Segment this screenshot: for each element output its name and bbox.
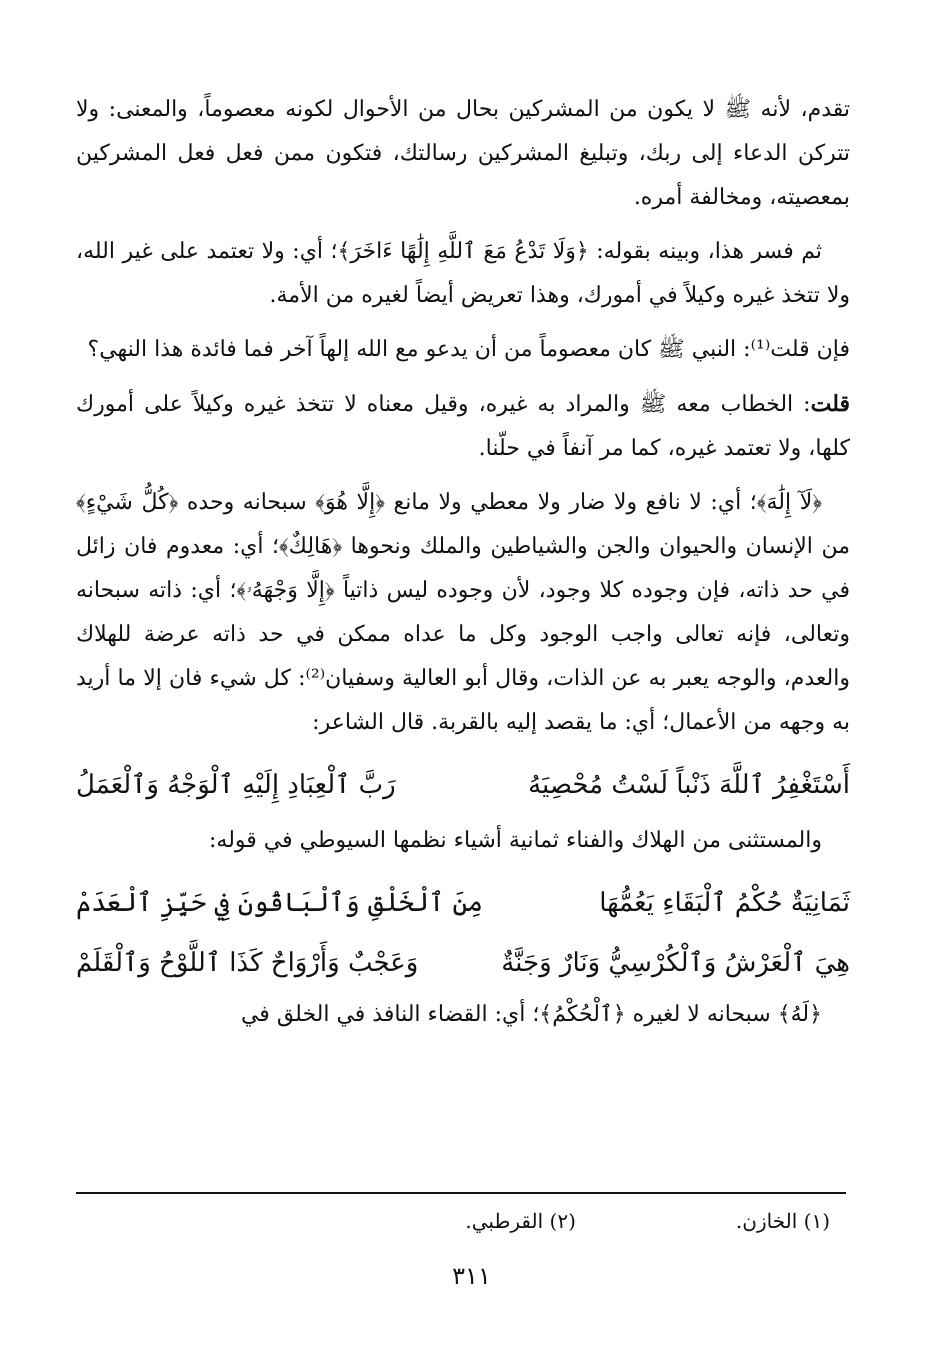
verse-1-first-hemistich: أَسْتَغْفِرُ ٱللَّهَ ذَنْباً لَسْتُ مُحْصِيَهُ <box>528 770 850 800</box>
footnote-2: (٢) القرطبي. <box>465 1209 576 1233</box>
verse-line-1 <box>76 755 850 815</box>
page-body <box>76 88 850 1047</box>
paragraph-3: فإن قلت⁽¹⁾: النبي ﷺ كان معصوماً من أن يدعو مع الله إلهاً آخر فما فائدة هذا النهي؟ <box>87 337 850 362</box>
paragraph-6: والمستثنى من الهلاك والفناء ثمانية أشياء نظمها السيوطي في قوله: <box>209 828 822 853</box>
paragraph-1: تقدم، لأنه ﷺ لا يكون من المشركين بحال من الأحوال لكونه معصوماً، والمعنى: ولا تتركن الدعاء إلى ربك، وتبليغ المشركين رسالتك، فتكون ممن فعل فعل المشركين بمعصيته، ومخالفة أمره. <box>76 97 850 210</box>
page-number: ٣١١ <box>452 1262 491 1290</box>
footnote-1: (١) الخازن. <box>735 1209 830 1233</box>
answer-lead: قلت <box>810 391 850 417</box>
paragraph-4 <box>76 382 850 471</box>
paragraph-5: ﴿لَآ إِلَٰهَ﴾؛ أي: لا نافع ولا ضار ولا معطي ولا مانع ﴿إِلَّا هُوَ﴾ سبحانه وحده ﴿كُلُّ شَيْءٍ﴾ من الإنسان والحيوان والجن والشياطين والملك ونحوها ﴿هَالِكٌ﴾؛ أي: معدوم فان زائل في حد ذاته، فإن وجوده كلا وجود، لأن وجوده ليس ذاتياً ﴿إِلَّا وَجْهَهُۥ﴾؛ أي: ذاته سبحانه وتعالى، فإنه تعالى واجب الوجود وكل ما عداه ممكن في حد ذاته عرضة للهلاك والعدم، والوجه يعبر به عن الذات، وقال أبو العالية وسفيان⁽²⁾: كل شيء فان إلا ما أريد به وجهه من الأعمال؛ أي: ما يقصد إليه بالقربة. قال الشاعر: <box>76 490 850 735</box>
paragraph-2: ثم فسر هذا، وبينه بقوله: ﴿وَلَا تَدْعُ مَعَ ٱللَّهِ إِلَٰهًا ءَاخَرَ﴾؛ أي: ولا تعتمد على غير الله، ولا تتخذ غيره وكيلاً في أمورك، وهذا تعريض أيضاً لغيره من الأمة. <box>76 239 850 308</box>
verse-2-first-hemistich: ثَمَانِيَةٌ حُكْمُ ٱلْبَقَاءِ يَعُمُّهَا <box>599 888 850 918</box>
paragraph-7: ﴿لَهُ﴾ سبحانه لا لغيره ﴿ٱلْحُكْمُ﴾؛ أي: القضاء النافذ في الخلق في <box>240 1002 822 1027</box>
verse-3-first-hemistich: هِيَ ٱلْعَرْشُ وَٱلْكُرْسِيُّ وَنَارٌ وَجَنَّةٌ <box>501 948 850 978</box>
footnote-divider <box>76 1192 846 1194</box>
answer-text: : الخطاب معه ﷺ والمراد به غيره، وقيل معناه لا تتخذ غيره وكيلاً على أمورك كلها، ولا تعتمد غيره، كما مر آنفاً في حلّنا. <box>76 392 850 461</box>
verse-line-2 <box>76 873 850 933</box>
verse-1-second-hemistich: رَبَّ ٱلْعِبَادِ إِلَيْهِ ٱلْوَجْهُ وَٱلْعَمَلُ <box>76 770 396 800</box>
footnotes <box>76 1206 850 1236</box>
verse-line-3 <box>76 933 850 993</box>
verse-2-second-hemistich: مِنَ ٱلْخَلْقِ وَٱلْبَاقُونَ فِي حَيِّزِ ٱلْعَدَمْ <box>76 888 483 918</box>
verse-3-second-hemistich: وَعَجْبٌ وَأَرْوَاحٌ كَذَا ٱللَّوْحُ وَٱلْقَلَمْ <box>76 948 419 978</box>
